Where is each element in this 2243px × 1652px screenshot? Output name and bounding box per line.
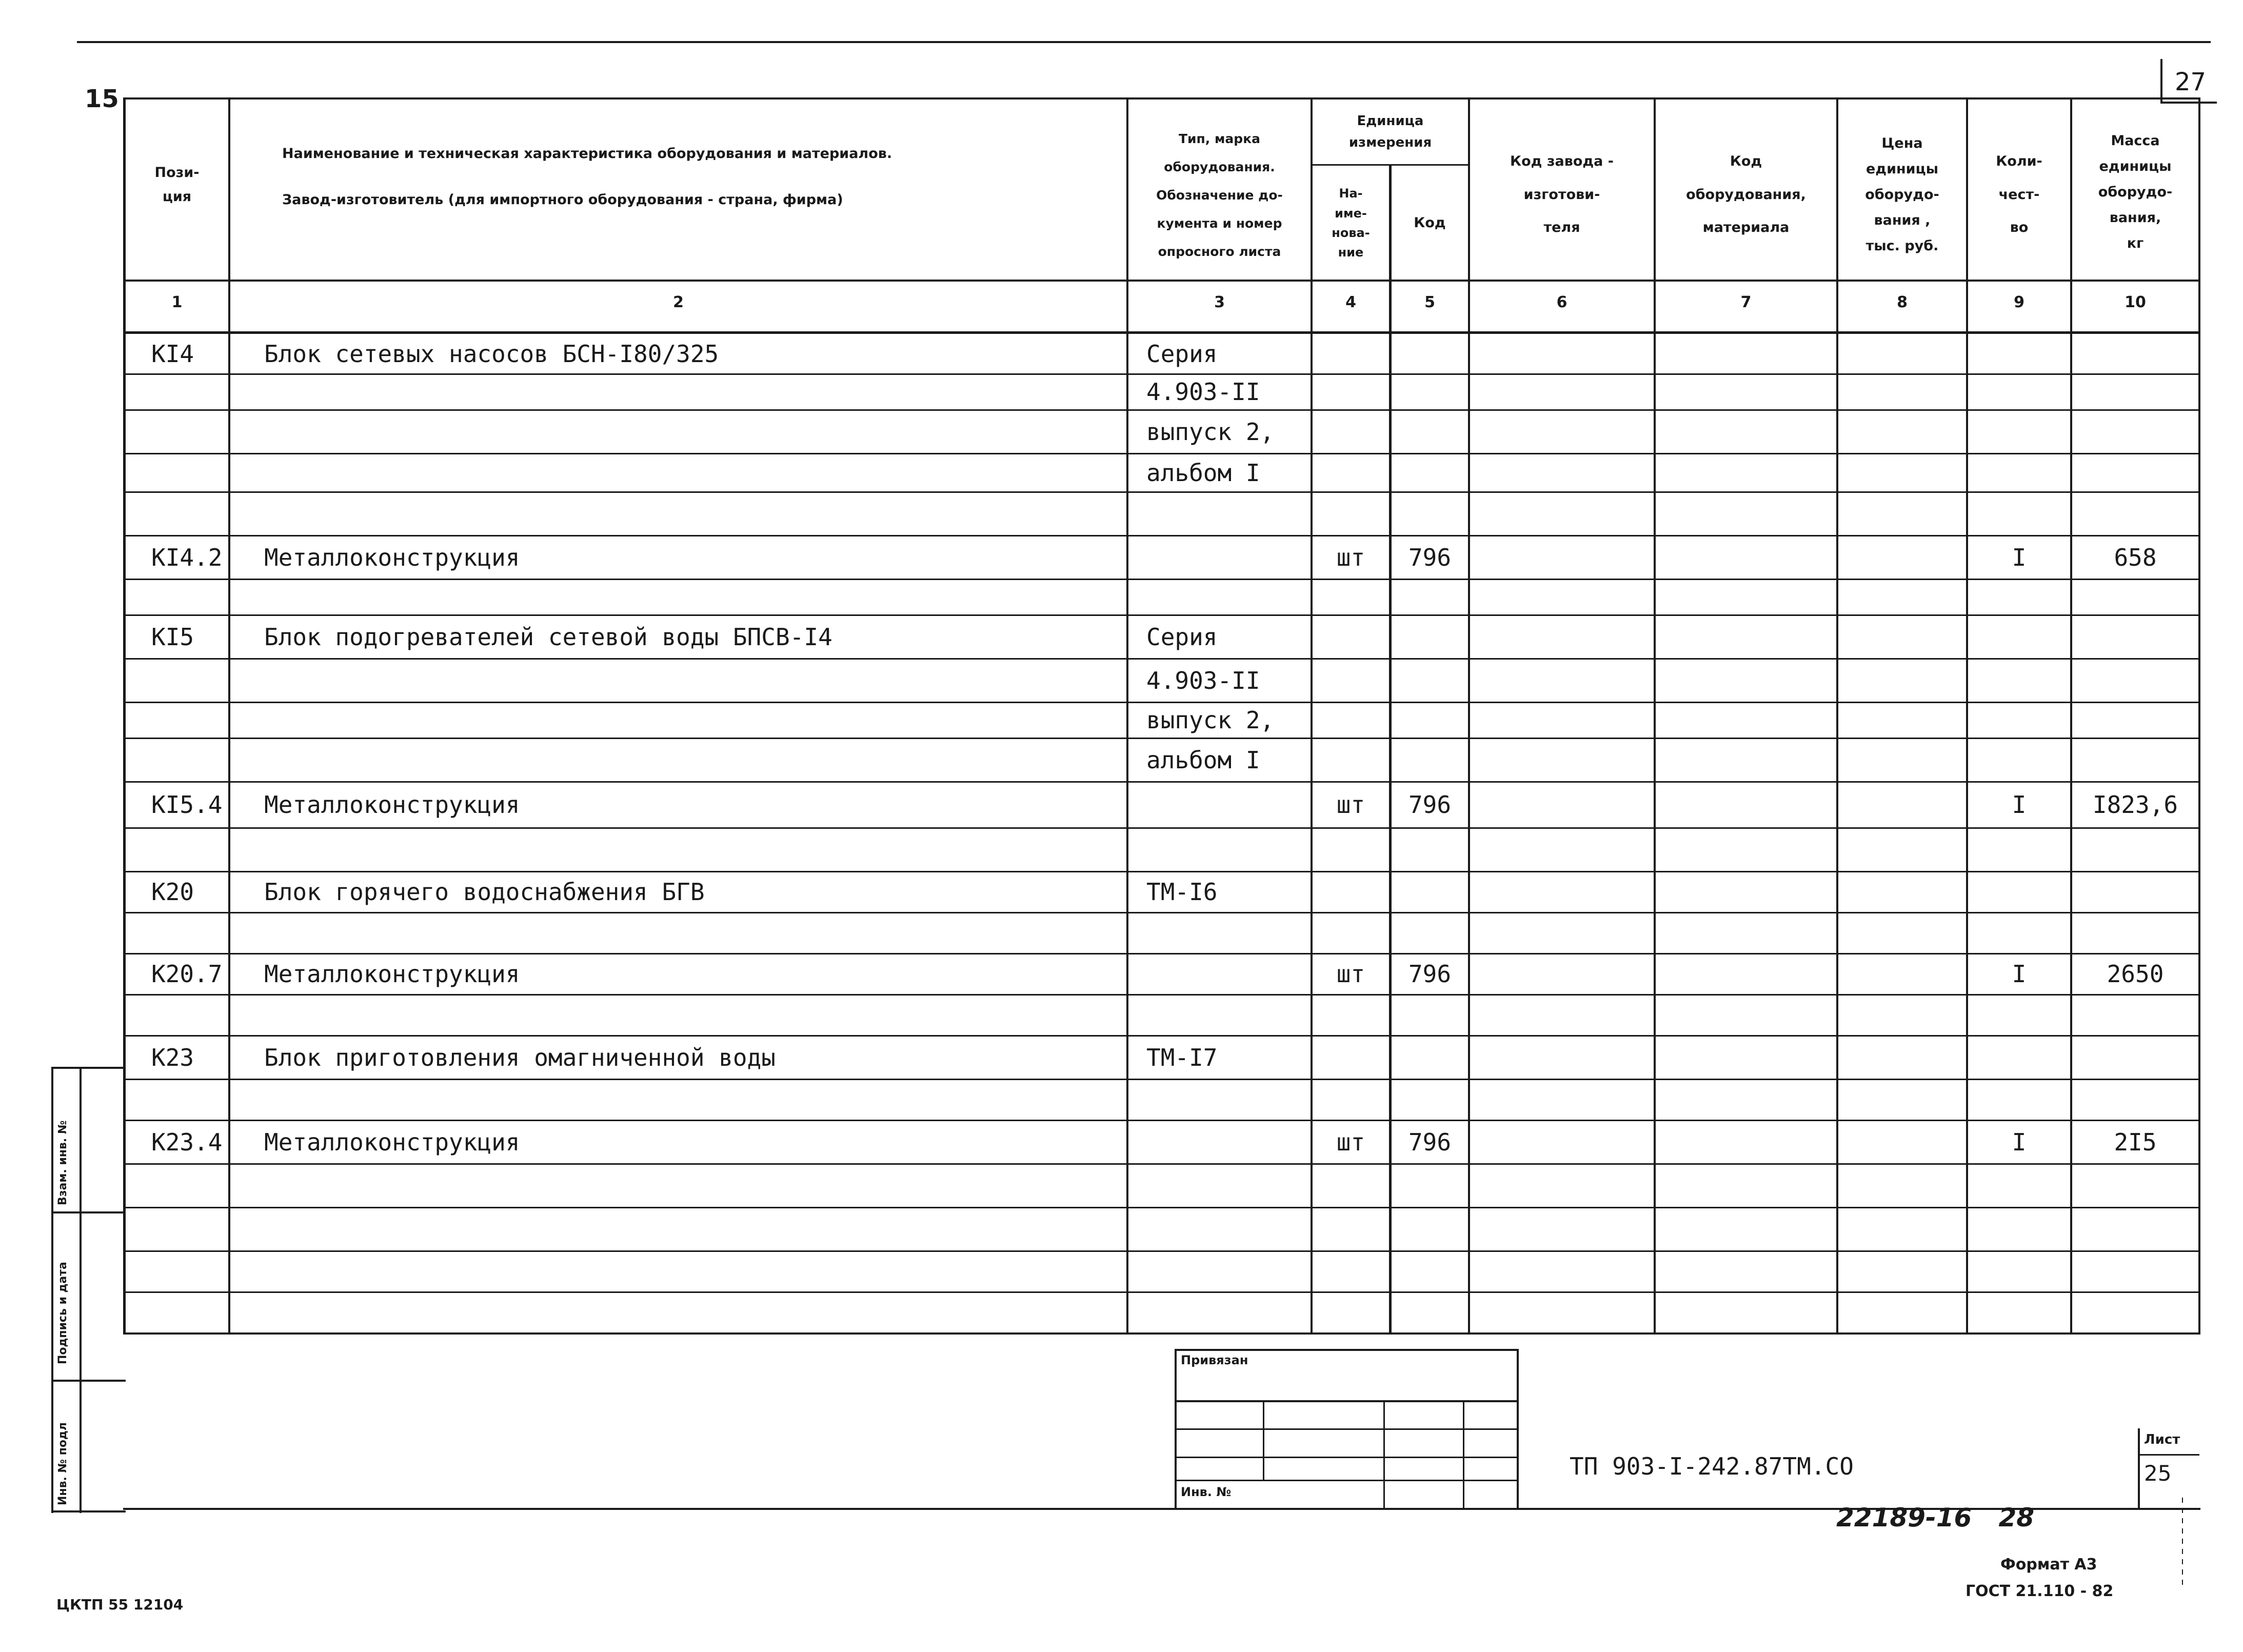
side-stamp-bottom (51, 1510, 126, 1512)
doc-code: ТП 903-I-242.87ТМ.СО (1570, 1452, 1854, 1480)
cell-name: Металлоконструкция (264, 1128, 520, 1156)
privyazan-hline-1 (1175, 1400, 1518, 1402)
stamp-top-line (123, 1332, 2200, 1335)
privyazan-hline-4 (1175, 1480, 1518, 1481)
header-position: Пози- ция (154, 164, 200, 205)
cell-pos: K23 (151, 1043, 194, 1071)
cell-pos: KI4.2 (151, 543, 223, 571)
colnum-1: 1 (171, 293, 183, 311)
sheet-number: 25 (2144, 1461, 2172, 1486)
cell-type: ТМ-I7 (1146, 1043, 1218, 1071)
cell-pos: K23.4 (151, 1128, 223, 1156)
side-podpis-label: Подпись и дата (56, 1262, 69, 1364)
colnum-10: 10 (2125, 293, 2146, 311)
handwritten-number: 22189-16 28 (1836, 1503, 2035, 1532)
cell-code: 796 (1408, 791, 1452, 819)
colnum-6: 6 (1556, 293, 1567, 311)
table-row (0, 739, 2243, 782)
header-equipment-code: Код оборудования, материала (1686, 153, 1806, 236)
cell-type: Серия (1146, 340, 1218, 368)
table-row (0, 828, 2243, 872)
sheet-box-divider (2138, 1454, 2199, 1456)
cell-name: Блок подогревателей сетевой воды БПСВ-I4 (264, 623, 832, 651)
unit-group-divider (1311, 164, 1470, 166)
table-row (0, 492, 2243, 536)
cell-unit: шт (1336, 543, 1365, 571)
colnum-9: 9 (2014, 293, 2024, 311)
colnum-8: 8 (1897, 293, 1908, 311)
cell-pos: K20 (151, 878, 194, 906)
cell-name: Блок горячего водоснабжения БГВ (264, 878, 705, 906)
privyazan-box-top (1175, 1349, 1518, 1351)
colnum-7: 7 (1740, 293, 1752, 311)
table-row (0, 659, 2243, 703)
inv-no-label: Инв. № (1181, 1485, 1232, 1499)
privyazan-hline-2 (1175, 1428, 1518, 1430)
colnum-4: 4 (1345, 293, 1356, 311)
table-row (0, 1208, 2243, 1251)
cell-pos: KI5.4 (151, 791, 223, 819)
cell-type: альбом I (1146, 459, 1260, 487)
cell-mass: I823,6 (2092, 791, 2178, 819)
table-row (0, 1164, 2243, 1208)
colnum-5: 5 (1424, 293, 1435, 311)
cell-type: альбом I (1146, 746, 1260, 774)
page-corner-right: 27 (2175, 68, 2207, 96)
right-margin-dashes (2182, 1498, 2183, 1585)
header-bottom-line (123, 280, 2200, 282)
cell-type: выпуск 2, (1146, 706, 1275, 734)
cell-unit: шт (1336, 1128, 1365, 1156)
cell-pos: KI5 (151, 623, 194, 651)
header-description-line1: Наименование и техническая характеристика оборудования и материалов. (282, 146, 892, 162)
table-row (0, 954, 2243, 995)
privyazan-vline-3 (1463, 1400, 1464, 1509)
cell-type: 4.903-II (1146, 378, 1260, 406)
cell-qty: I (2012, 791, 2027, 819)
format-label: Формат А3 (2000, 1556, 2097, 1574)
org-label: ЦКТП 55 12104 (56, 1596, 184, 1613)
cell-mass: 2I5 (2114, 1128, 2157, 1156)
cell-type: ТМ-I6 (1146, 878, 1218, 906)
cell-qty: I (2012, 960, 2027, 988)
privyazan-label: Привязан (1181, 1353, 1248, 1367)
cell-code: 796 (1408, 960, 1452, 988)
cell-pos: K20.7 (151, 960, 223, 988)
table-row (0, 454, 2243, 492)
cell-name: Металлоконструкция (264, 543, 520, 571)
table-row (0, 536, 2243, 580)
privyazan-vline-1 (1263, 1400, 1264, 1480)
table-row (0, 872, 2243, 913)
cell-code: 796 (1408, 1128, 1452, 1156)
cell-mass: 658 (2114, 543, 2157, 571)
table-row (0, 374, 2243, 410)
cell-type: 4.903-II (1146, 666, 1260, 694)
table-top-border (123, 97, 2200, 99)
header-unit-name: На- име- нова- ние (1332, 186, 1370, 260)
side-vzam-label: Взам. инв. № (56, 1120, 69, 1205)
header-quantity: Коли- чест- во (1996, 153, 2042, 236)
privyazan-vline-2 (1383, 1400, 1385, 1509)
side-inv-podl-label: Инв. № подл (56, 1422, 69, 1505)
privyazan-hline-3 (1175, 1457, 1518, 1458)
table-row (0, 913, 2243, 954)
side-stamp-div-2 (51, 1380, 126, 1382)
side-stamp-top (51, 1067, 126, 1069)
cell-code: 796 (1408, 543, 1452, 571)
cell-name: Блок приготовления омагниченной воды (264, 1043, 776, 1071)
header-mass: Масса единицы оборудо- вания, кг (2098, 133, 2173, 251)
sheet-box-left (2138, 1428, 2140, 1509)
table-row (0, 410, 2243, 454)
side-stamp-div-1 (51, 1211, 126, 1213)
gost-label: ГОСТ 21.110 - 82 (1966, 1582, 2114, 1600)
table-row (0, 334, 2243, 374)
cell-name: Металлоконструкция (264, 960, 520, 988)
table-row (0, 1251, 2243, 1292)
header-unit-code: Код (1414, 215, 1446, 231)
side-stamp-inner (80, 1067, 82, 1513)
header-manufacturer-code: Код завода - изготови- теля (1510, 153, 1614, 236)
table-row (0, 703, 2243, 739)
cell-unit: шт (1336, 960, 1365, 988)
header-type: Тип, марка оборудования. Обозначение до- кумента и номер опросного листа (1156, 131, 1283, 259)
header-description-line2: Завод-изготовитель (для импортного оборудования - страна, фирма) (282, 192, 843, 208)
table-row (0, 782, 2243, 828)
cell-mass: 2650 (2107, 960, 2164, 988)
colnum-3: 3 (1214, 293, 1225, 311)
cell-pos: KI4 (151, 340, 194, 368)
cell-unit: шт (1336, 791, 1365, 819)
table-row (0, 1121, 2243, 1164)
table-row (0, 995, 2243, 1036)
table-row (0, 615, 2243, 659)
cell-name: Металлоконструкция (264, 791, 520, 819)
header-unit-group: Единица измерения (1348, 113, 1432, 150)
colnum-2: 2 (673, 293, 684, 311)
header-price: Цена единицы оборудо- вания , тыс. руб. (1865, 135, 1939, 254)
table-row (0, 580, 2243, 615)
side-stamp-outer-left (51, 1067, 53, 1513)
sheet-label: Лист (2144, 1432, 2180, 1447)
cell-qty: I (2012, 1128, 2027, 1156)
table-row (0, 1080, 2243, 1121)
cell-type: выпуск 2, (1146, 417, 1275, 446)
colnum-bottom-line (123, 331, 2200, 334)
table-row (0, 1036, 2243, 1080)
cell-name: Блок сетевых насосов БСН-I80/325 (264, 340, 719, 368)
cell-type: Серия (1146, 623, 1218, 651)
cell-qty: I (2012, 543, 2027, 571)
page-corner-left: 15 (85, 85, 119, 113)
